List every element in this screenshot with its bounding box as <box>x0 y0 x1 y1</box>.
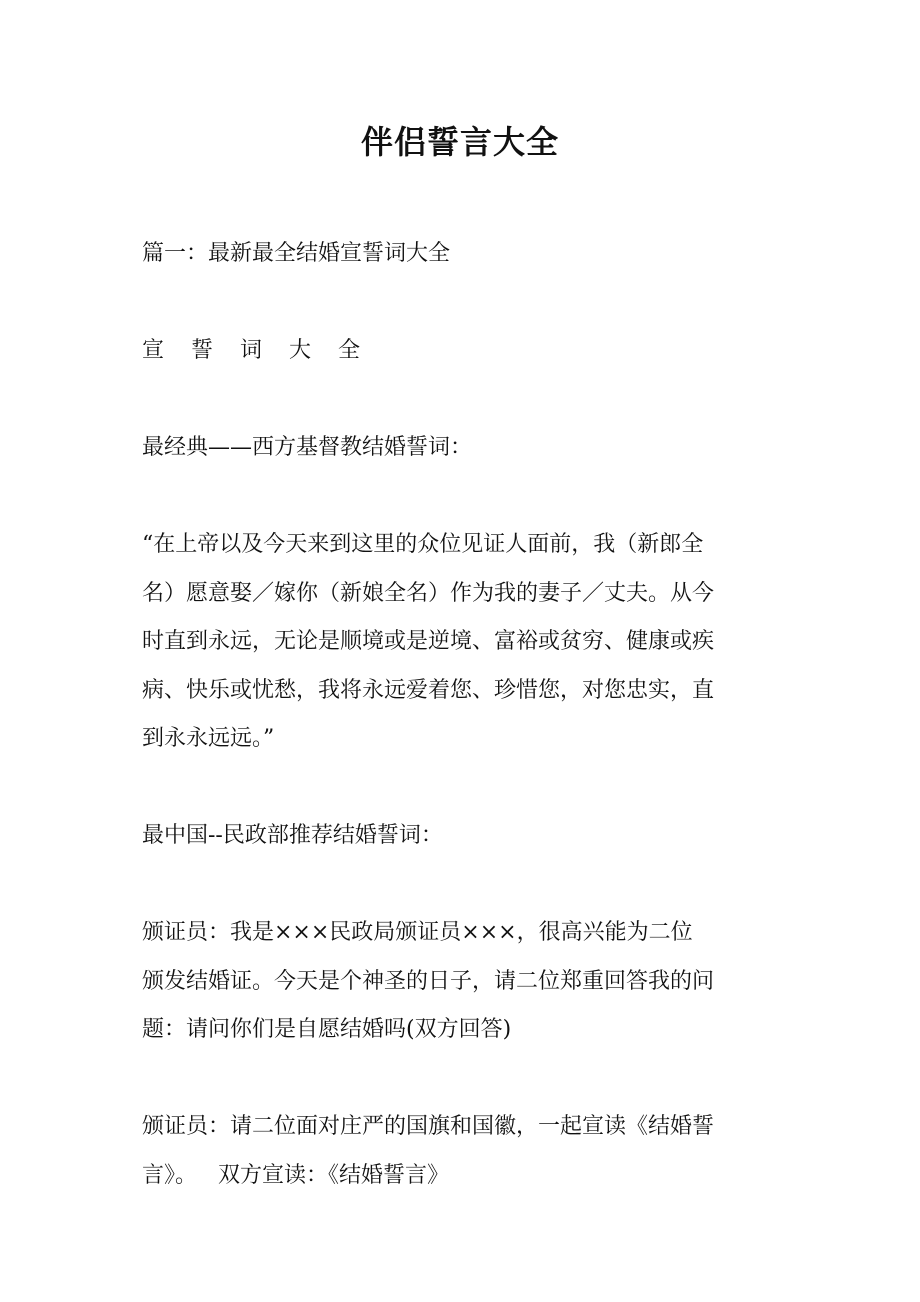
western-vow-heading: 最经典——西方基督教结婚誓词： <box>142 435 473 460</box>
paragraph-line: “在上帝以及今天来到这里的众位见证人面前，我（新郎全 <box>142 532 704 557</box>
officiant-paragraph-1 <box>142 909 782 1055</box>
paragraph-line: 颁证员：我是×××民政局颁证员×××，很高兴能为二位 <box>142 920 693 945</box>
paragraph-line: 到永永远远。” <box>142 726 275 751</box>
western-vow-paragraph <box>142 521 782 764</box>
document-title: 伴侣誓言大全 <box>360 123 559 161</box>
paragraph-line: 名）愿意娶／嫁你（新娘全名）作为我的妻子／丈夫。从今 <box>142 580 715 606</box>
paragraph-line: 言》。 双方宣读：《结婚誓言》 <box>142 1162 449 1188</box>
section-heading: 篇一：最新最全结婚宣誓词大全 <box>142 241 451 266</box>
chinese-vow-heading: 最中国--民政部推荐结婚誓词： <box>142 823 443 848</box>
officiant-paragraph-2 <box>142 1103 782 1200</box>
paragraph-line: 时直到永远，无论是顺境或是逆境、富裕或贫穷、健康或疾 <box>142 629 715 654</box>
paragraph-line: 题：请问你们是自愿结婚吗(双方回答) <box>142 1017 512 1042</box>
paragraph-line: 颁证员：请二位面对庄严的国旗和国徽，一起宣读《结婚誓 <box>142 1114 715 1139</box>
paragraph-line: 病、快乐或忧愁，我将永远爱着您、珍惜您，对您忠实，直 <box>142 677 715 703</box>
spaced-heading: 宣誓词大全 <box>142 338 388 363</box>
paragraph-line: 颁发结婚证。今天是个神圣的日子，请二位郑重回答我的问 <box>142 968 715 994</box>
